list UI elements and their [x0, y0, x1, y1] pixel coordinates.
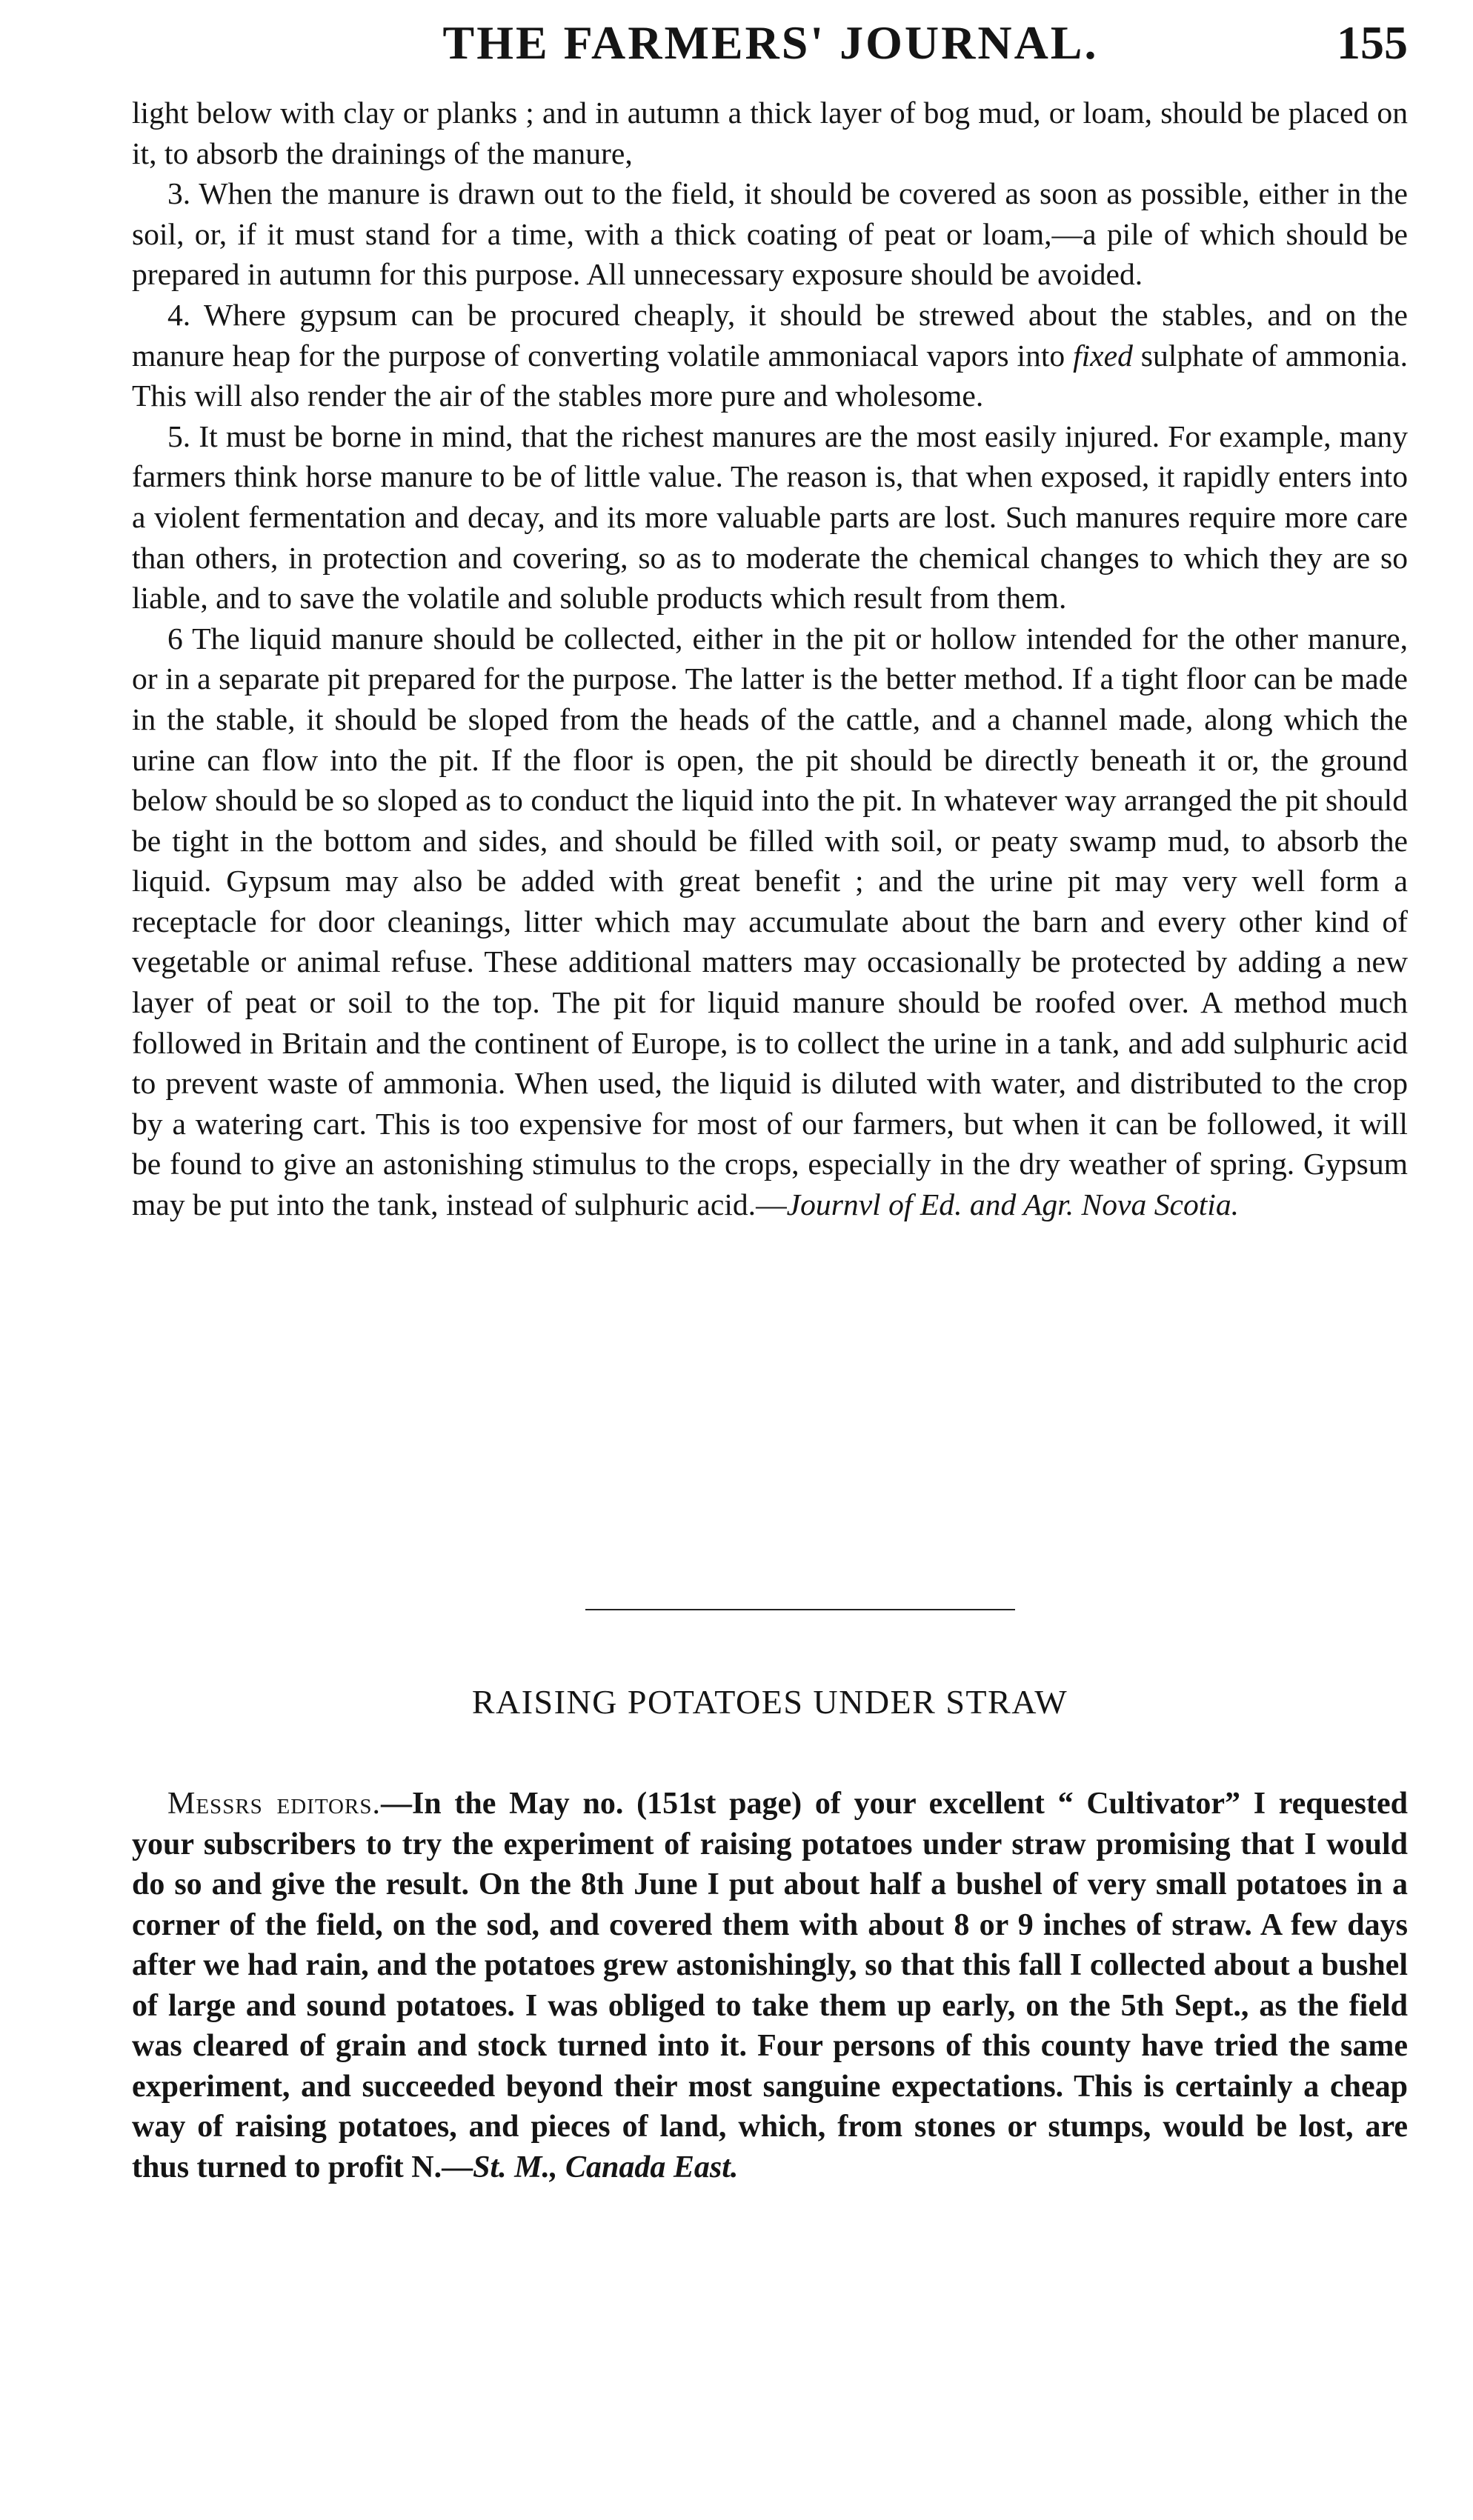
- paragraph-3: 3. When the manure is drawn out to the field, it should be covered as soon as possible, either in the soil, or, if it must stand for a time, with a thick coating of peat or loam,—a pile of which should be prepared in autumn for this purpose. All unnecessary exposure should be avoided.: [132, 176, 1408, 292]
- fixed-emphasis: fixed: [1073, 338, 1133, 373]
- article-title: RAISING POTATOES UNDER STRAW: [471, 1683, 1068, 1721]
- page-number: 155: [1337, 16, 1408, 69]
- salutation: Messrs editors.: [167, 1787, 381, 1821]
- journal-title: THE FARMERS' JOURNAL.: [442, 16, 1099, 69]
- letter-paragraph: [132, 1784, 1408, 2187]
- letter-body: —In the May no. (151st page) of your excellent “ Cultivator” I requested your subscribers to try the experiment of raising potatoes under straw promising that I would do so and give the result. On the 8th June I put about half a bushel of very small potatoes in a corner of the field, on the sod, and covered them with about 8 or 9 inches of straw. A few days after we had rain, and the potatoes grew astonishingly, so that this fall I collected about a bushel of large and sound potatoes. I was obliged to take them up early, on the 5th Sept., as the field was cleared of grain and stock turned into it. Four persons of this county have tried the same experiment, and succeeded beyond their most sanguine expectations. This is certainly a cheap way of raising potatoes, and pieces of land, which, from stones or stumps, would be lost, are thus turned to profit N.—: [132, 1787, 1408, 2184]
- running-head: [133, 6, 1408, 87]
- potatoes-article: [132, 1784, 1408, 2187]
- source-citation: Journvl of Ed. and Agr. Nova Scotia.: [786, 1187, 1240, 1222]
- paragraph-4-text-start: 4. Where gypsum can be procured cheaply, it should be strewed about the stables, and on the manure heap for the purpose of converting volatile ammoniacal vapors into: [132, 297, 1408, 373]
- paragraph-6: [132, 619, 1408, 1225]
- section-divider: [585, 1609, 1015, 1610]
- signature: St. M., Canada East.: [473, 2150, 739, 2184]
- continued-paragraph: light below with clay or planks ; and in autumn a thick layer of bog mud, or loam, should be placed on it, to absorb the drainings of the manure,: [132, 96, 1408, 170]
- paragraph-6-text: 6 The liquid manure should be collected, either in the pit or hollow intended for the other manure, or in a separate pit prepared for the purpose. The latter is the better method. If a tight floor can be made in the stable, it should be sloped from the heads of the cattle, and a channel made, along which the urine can flow into the pit. If the floor is open, the pit should be directly beneath it or, the ground below should be so sloped as to conduct the liquid into the pit. In whatever way arranged the pit should be tight in the bottom and sides, and should be filled with soil, or peaty swamp mud, to absorb the liquid. Gypsum may also be added with great benefit ; and the urine pit may very well form a receptacle for door cleanings, litter which may accumulate about the barn and every other kind of vegetable or animal refuse. These additional matters may occasionally be protected by adding a new layer of peat or soil to the top. The pit for liquid manure should be roofed over. A method much followed in Britain and the continent of Europe, is to collect the urine in a tank, and add sulphuric acid to prevent waste of ammonia. When used, the liquid is diluted with water, and distributed to the crop by a watering cart. This is too expensive for most of our farmers, but when it can be followed, it will be found to give an astonishing stimulus to the crops, especially in the dry weather of spring. Gypsum may be put into the tank, instead of sulphuric acid.—: [132, 621, 1408, 1222]
- paragraph-5: 5. It must be borne in mind, that the richest manures are the most easily injured. For example, many farmers think horse manure to be of little value. The reason is, that when exposed, it rapidly enters into a violent fermentation and decay, and its more valuable parts are lost. Such manures require more care than others, in protection and covering, so as to moderate the chemical changes to which they are so liable, and to save the volatile and soluble products which result from them.: [132, 419, 1408, 616]
- paragraph-4: [132, 295, 1408, 416]
- paragraph-4-text-end: sulphate of ammonia. This will also render the air of the stables more pure and wholesome.: [132, 338, 1408, 413]
- manure-article: [132, 93, 1408, 1225]
